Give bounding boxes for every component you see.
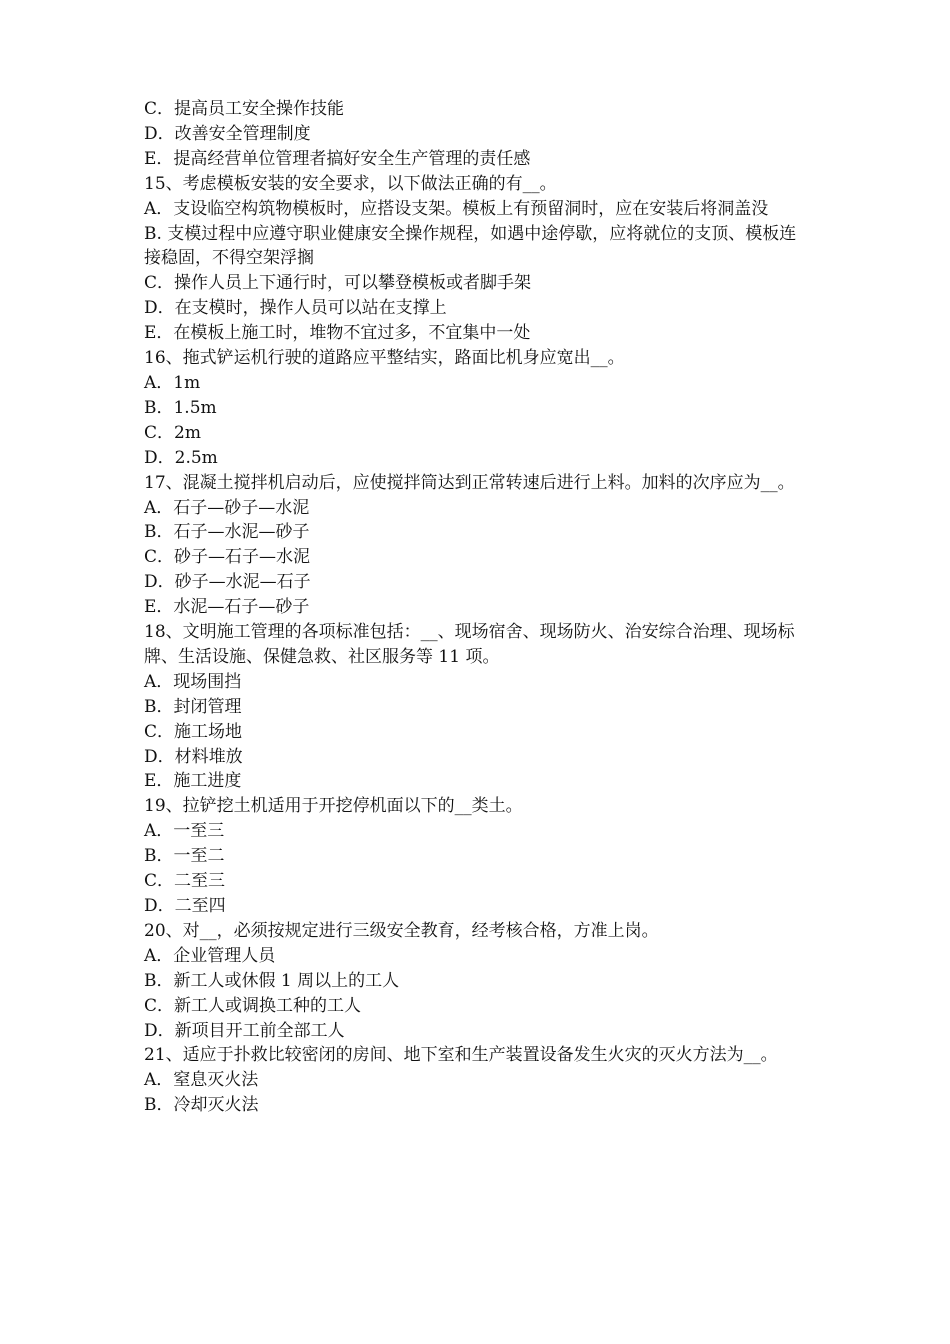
text-line: D．2.5m [144, 447, 218, 468]
text-line: A．一至三 [144, 821, 225, 842]
question-18: 18、文明施工管理的各项标准包括：__、现场宿舍、现场防火、治安综合治理、现场标牌、生活设施、保健急救、社区服务等 11 项。 [144, 622, 795, 667]
text-line: B．新工人或休假 1 周以上的工人 [144, 970, 400, 991]
text-line: C．施工场地 [144, 721, 243, 742]
text-line: B．封闭管理 [144, 696, 242, 717]
question-20: 20、对__，必须按规定进行三级安全教育，经考核合格，方准上岗。 [144, 920, 659, 941]
text-line: E．水泥—石子—砂子 [144, 597, 310, 618]
text-line: D．新项目开工前全部工人 [144, 1020, 345, 1041]
text-line: D．二至四 [144, 896, 226, 916]
text-line: C．砂子—石子—水泥 [144, 547, 311, 568]
text-line: A．1m [144, 372, 201, 393]
text-line: C．2m [144, 422, 201, 443]
text-line: C．提高员工安全操作技能 [144, 99, 345, 119]
text-line: A．支设临空构筑物模板时，应搭设支架。模板上有预留洞时，应在安装后将洞盖没 [144, 198, 769, 219]
question-19: 19、拉铲挖土机适用于开挖停机面以下的__类土。 [144, 796, 523, 817]
text-line: E．在模板上施工时，堆物不宜过多，不宜集中一处 [144, 323, 531, 344]
text-line: E．提高经营单位管理者搞好安全生产管理的责任感 [144, 148, 531, 169]
text-line: B. 支模过程中应遵守职业健康安全操作规程，如遇中途停歇，应将就位的支顶、模板连接稳固，不得空架浮搁 [144, 223, 797, 269]
document-page [144, 97, 812, 1118]
text-line: D．改善安全管理制度 [144, 123, 311, 144]
text-line: A．石子—砂子—水泥 [144, 497, 310, 518]
question-21: 21、适应于扑救比较密闭的房间、地下室和生产装置设备发生火灾的灭火方法为__。 [144, 1045, 778, 1066]
text-line: B．一至二 [144, 846, 225, 867]
text-line: D．在支模时，操作人员可以站在支撑上 [144, 298, 447, 319]
question-17: 17、混凝土搅拌机启动后，应使搅拌筒达到正常转速后进行上料。加料的次序应为__。 [144, 472, 795, 493]
text-line: E．施工进度 [144, 771, 242, 792]
text-line: D．砂子—水泥—石子 [144, 572, 311, 593]
text-line: A．窒息灭火法 [144, 1070, 259, 1091]
question-16: 16、拖式铲运机行驶的道路应平整结实，路面比机身应宽出__。 [144, 348, 625, 369]
text-line: B．冷却灭火法 [144, 1095, 259, 1116]
text-line: B．1.5m [144, 397, 217, 418]
text-line: A．企业管理人员 [144, 945, 276, 966]
text-line: D．材料堆放 [144, 746, 243, 767]
text-line: A．现场围挡 [144, 671, 242, 692]
text-line: C．新工人或调换工种的工人 [144, 995, 362, 1016]
text-line: C．二至三 [144, 871, 226, 892]
question-15: 15、考虑模板安装的安全要求，以下做法正确的有__。 [144, 173, 557, 194]
text-line: B．石子—水泥—砂子 [144, 522, 310, 543]
text-line: C．操作人员上下通行时，可以攀登模板或者脚手架 [144, 273, 532, 294]
